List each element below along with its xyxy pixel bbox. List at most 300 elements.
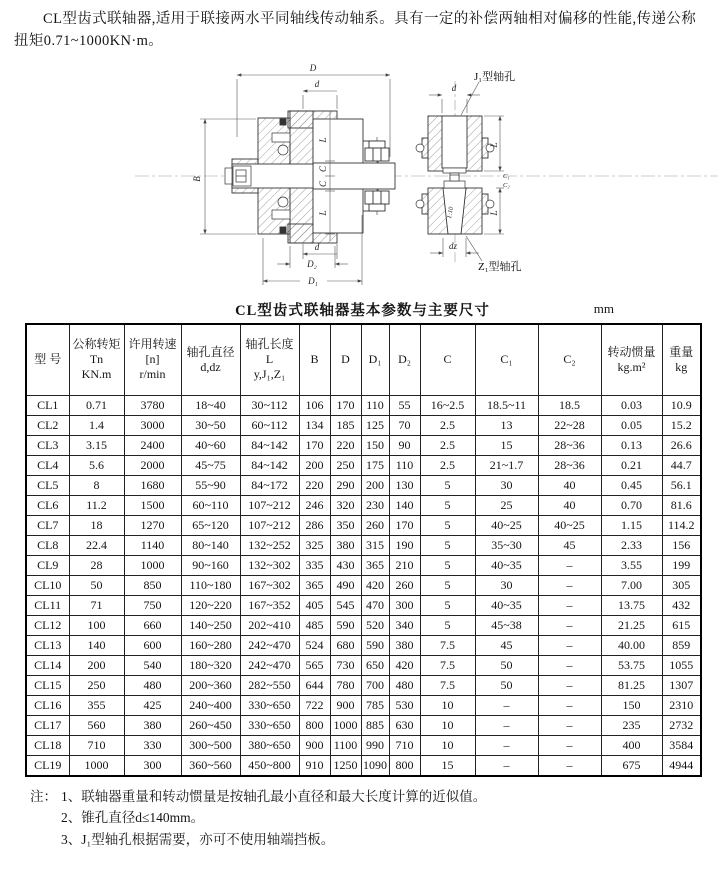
value-cell: 21.25	[601, 615, 662, 635]
model-cell: CL4	[26, 455, 69, 475]
header-row	[26, 324, 701, 396]
value-cell: –	[538, 575, 601, 595]
note-line-2	[30, 807, 725, 829]
value-cell: 18.5~11	[475, 395, 538, 415]
value-cell: 21~1.7	[475, 455, 538, 475]
value-cell: 722	[299, 695, 330, 715]
value-cell: 167~302	[240, 575, 299, 595]
value-cell: 3.15	[69, 435, 124, 455]
value-cell: 84~172	[240, 475, 299, 495]
model-cell: CL1	[26, 395, 69, 415]
value-cell: 45	[538, 535, 601, 555]
z1-bore-label: Z₁型轴孔	[478, 260, 522, 273]
value-cell: 140~250	[181, 615, 240, 635]
value-cell: 110~180	[181, 575, 240, 595]
value-cell: 125	[361, 415, 389, 435]
value-cell: 5	[420, 515, 475, 535]
value-cell: 470	[361, 595, 389, 615]
column-header: 轴孔直径 d,dz	[181, 324, 240, 396]
value-cell: 800	[299, 715, 330, 735]
j1-bore-label: J₁型轴孔	[474, 70, 516, 83]
value-cell: 1.15	[601, 515, 662, 535]
value-cell: 140	[69, 635, 124, 655]
value-cell: 11.2	[69, 495, 124, 515]
value-cell: 28~36	[538, 435, 601, 455]
value-cell: 150	[361, 435, 389, 455]
value-cell: 140	[389, 495, 420, 515]
value-cell: 8	[69, 475, 124, 495]
value-cell: –	[538, 695, 601, 715]
value-cell: 2000	[124, 455, 181, 475]
intro-paragraph: CL型齿式联轴器,适用于联接两水平同轴线传动轴系。具有一定的补偿两轴相对偏移的性能,传递公称扭矩0.71~1000KN·m。	[14, 11, 697, 49]
table-row	[26, 755, 701, 776]
value-cell: 590	[330, 615, 361, 635]
value-cell: 400	[601, 735, 662, 755]
value-cell: –	[538, 655, 601, 675]
value-cell: 365	[299, 575, 330, 595]
value-cell: 45~75	[181, 455, 240, 475]
dim-C-bottom: C	[318, 180, 328, 187]
value-cell: 420	[361, 575, 389, 595]
column-header: 型 号	[26, 324, 69, 396]
value-cell: 10	[420, 695, 475, 715]
table-row	[26, 595, 701, 615]
value-cell: 305	[662, 575, 701, 595]
coupling-drawing	[0, 53, 725, 299]
value-cell: 50	[475, 655, 538, 675]
value-cell: 859	[662, 635, 701, 655]
value-cell: 0.70	[601, 495, 662, 515]
taper-label: 1:10	[446, 205, 456, 219]
model-cell: CL14	[26, 655, 69, 675]
value-cell: 315	[361, 535, 389, 555]
value-cell: 30	[475, 575, 538, 595]
value-cell: 380	[330, 535, 361, 555]
value-cell: 644	[299, 675, 330, 695]
value-cell: 260~450	[181, 715, 240, 735]
value-cell: 10	[420, 735, 475, 755]
value-cell: 15.2	[662, 415, 701, 435]
value-cell: –	[475, 755, 538, 776]
dim-L-z1: L	[489, 209, 499, 216]
column-header: D₁	[361, 324, 389, 396]
value-cell: 710	[69, 735, 124, 755]
model-cell: CL5	[26, 475, 69, 495]
value-cell: 330	[124, 735, 181, 755]
value-cell: 18.5	[538, 395, 601, 415]
value-cell: 44.7	[662, 455, 701, 475]
value-cell: 60~110	[181, 495, 240, 515]
main-view	[225, 111, 395, 243]
table-row	[26, 715, 701, 735]
value-cell: 335	[299, 555, 330, 575]
value-cell: 0.21	[601, 455, 662, 475]
value-cell: 2.33	[601, 535, 662, 555]
value-cell: 660	[124, 615, 181, 635]
table-body	[26, 395, 701, 776]
dim-L-bottom: L	[318, 209, 328, 216]
table-row	[26, 695, 701, 715]
model-cell: CL13	[26, 635, 69, 655]
model-cell: CL16	[26, 695, 69, 715]
table-title-row	[25, 299, 700, 320]
value-cell: 81.6	[662, 495, 701, 515]
unit-label: mm	[593, 300, 614, 316]
value-cell: 260	[361, 515, 389, 535]
value-cell: 330~650	[240, 715, 299, 735]
value-cell: 560	[69, 715, 124, 735]
table-title: CL型齿式联轴器基本参数与主要尺寸	[235, 302, 490, 319]
value-cell: 30~112	[240, 395, 299, 415]
note-line-3	[30, 829, 725, 851]
value-cell: 40~35	[475, 555, 538, 575]
value-cell: 4944	[662, 755, 701, 776]
value-cell: 420	[389, 655, 420, 675]
table-row	[26, 415, 701, 435]
dim-B: B	[192, 175, 202, 182]
value-cell: 230	[361, 495, 389, 515]
model-cell: CL19	[26, 755, 69, 776]
value-cell: –	[538, 675, 601, 695]
table-row	[26, 635, 701, 655]
value-cell: 1055	[662, 655, 701, 675]
value-cell: 84~142	[240, 455, 299, 475]
value-cell: 18	[69, 515, 124, 535]
value-cell: 100	[69, 615, 124, 635]
table-row	[26, 515, 701, 535]
value-cell: 220	[330, 435, 361, 455]
notes-label: 注：	[30, 788, 57, 804]
value-cell: 180~320	[181, 655, 240, 675]
table-row	[26, 675, 701, 695]
value-cell: 300	[389, 595, 420, 615]
value-cell: 5	[420, 615, 475, 635]
params-table	[25, 323, 702, 777]
value-cell: 200	[69, 655, 124, 675]
column-header: 公称转矩 Tn KN.m	[69, 324, 124, 396]
model-cell: CL8	[26, 535, 69, 555]
value-cell: 84~142	[240, 435, 299, 455]
value-cell: 45	[475, 635, 538, 655]
value-cell: 590	[361, 635, 389, 655]
value-cell: 630	[389, 715, 420, 735]
value-cell: 120~220	[181, 595, 240, 615]
value-cell: 250	[69, 675, 124, 695]
value-cell: –	[475, 695, 538, 715]
value-cell: 53.75	[601, 655, 662, 675]
value-cell: 885	[361, 715, 389, 735]
value-cell: 1680	[124, 475, 181, 495]
column-header: C₂	[538, 324, 601, 396]
value-cell: 107~212	[240, 495, 299, 515]
notes	[30, 786, 725, 852]
value-cell: 1307	[662, 675, 701, 695]
value-cell: 355	[69, 695, 124, 715]
dim-d-bottom: d	[314, 241, 320, 252]
model-cell: CL18	[26, 735, 69, 755]
value-cell: 0.71	[69, 395, 124, 415]
value-cell: 50	[475, 675, 538, 695]
value-cell: 2310	[662, 695, 701, 715]
value-cell: 0.45	[601, 475, 662, 495]
value-cell: 2.5	[420, 435, 475, 455]
value-cell: 730	[330, 655, 361, 675]
value-cell: 240~400	[181, 695, 240, 715]
model-cell: CL12	[26, 615, 69, 635]
value-cell: 1000	[124, 555, 181, 575]
value-cell: 10.9	[662, 395, 701, 415]
table-row	[26, 555, 701, 575]
value-cell: 40~25	[538, 515, 601, 535]
value-cell: 30	[475, 475, 538, 495]
value-cell: 286	[299, 515, 330, 535]
table-row	[26, 655, 701, 675]
value-cell: 202~410	[240, 615, 299, 635]
note-text: 2、锥孔直径d≤140mm。	[61, 810, 205, 826]
value-cell: 450~800	[240, 755, 299, 776]
table-row	[26, 735, 701, 755]
value-cell: 480	[389, 675, 420, 695]
value-cell: 40~25	[475, 515, 538, 535]
value-cell: 340	[389, 615, 420, 635]
dim-d-right: d	[451, 82, 457, 93]
value-cell: –	[538, 555, 601, 575]
value-cell: 132~252	[240, 535, 299, 555]
model-cell: CL10	[26, 575, 69, 595]
value-cell: 80~140	[181, 535, 240, 555]
value-cell: 134	[299, 415, 330, 435]
value-cell: 900	[330, 695, 361, 715]
value-cell: 990	[361, 735, 389, 755]
value-cell: 7.5	[420, 675, 475, 695]
column-header: D	[330, 324, 361, 396]
column-header: D₂	[389, 324, 420, 396]
value-cell: 5	[420, 475, 475, 495]
value-cell: 10	[420, 715, 475, 735]
value-cell: 700	[361, 675, 389, 695]
table-row	[26, 455, 701, 475]
value-cell: 5	[420, 495, 475, 515]
value-cell: 22.4	[69, 535, 124, 555]
value-cell: 2400	[124, 435, 181, 455]
value-cell: 7.5	[420, 635, 475, 655]
column-header: B	[299, 324, 330, 396]
value-cell: 5	[420, 575, 475, 595]
value-cell: 40.00	[601, 635, 662, 655]
value-cell: 380	[124, 715, 181, 735]
value-cell: 850	[124, 575, 181, 595]
value-cell: 200~360	[181, 675, 240, 695]
value-cell: 40	[538, 495, 601, 515]
value-cell: 900	[299, 735, 330, 755]
value-cell: 0.03	[601, 395, 662, 415]
column-header: 许用转速 [n] r/min	[124, 324, 181, 396]
value-cell: 28~36	[538, 455, 601, 475]
value-cell: 40~35	[475, 595, 538, 615]
value-cell: –	[538, 755, 601, 776]
value-cell: 5.6	[69, 455, 124, 475]
value-cell: 680	[330, 635, 361, 655]
value-cell: 242~470	[240, 655, 299, 675]
value-cell: 25	[475, 495, 538, 515]
note-line-1	[30, 786, 725, 808]
value-cell: 35~30	[475, 535, 538, 555]
dim-dz: dz	[448, 240, 458, 251]
dim-D1: D₁	[308, 275, 318, 286]
value-cell: 170	[299, 435, 330, 455]
value-cell: 170	[330, 395, 361, 415]
column-header: C₁	[475, 324, 538, 396]
value-cell: 160~280	[181, 635, 240, 655]
value-cell: 910	[299, 755, 330, 776]
value-cell: 5	[420, 595, 475, 615]
value-cell: 1270	[124, 515, 181, 535]
value-cell: 200	[361, 475, 389, 495]
model-cell: CL3	[26, 435, 69, 455]
value-cell: 22~28	[538, 415, 601, 435]
value-cell: 1500	[124, 495, 181, 515]
value-cell: 56.1	[662, 475, 701, 495]
value-cell: 1140	[124, 535, 181, 555]
value-cell: 30~50	[181, 415, 240, 435]
value-cell: 490	[330, 575, 361, 595]
value-cell: 26.6	[662, 435, 701, 455]
value-cell: 320	[330, 495, 361, 515]
value-cell: 785	[361, 695, 389, 715]
value-cell: 565	[299, 655, 330, 675]
dim-D2: D₂	[307, 258, 317, 269]
value-cell: 15	[475, 435, 538, 455]
table-row	[26, 435, 701, 455]
value-cell: 290	[330, 475, 361, 495]
value-cell: 175	[361, 455, 389, 475]
model-cell: CL9	[26, 555, 69, 575]
j1-bore-view	[416, 116, 494, 179]
value-cell: 0.05	[601, 415, 662, 435]
technical-drawing	[0, 53, 725, 299]
value-cell: 3780	[124, 395, 181, 415]
value-cell: 1100	[330, 735, 361, 755]
column-header: C	[420, 324, 475, 396]
value-cell: 2.5	[420, 415, 475, 435]
value-cell: 380	[389, 635, 420, 655]
value-cell: 3.55	[601, 555, 662, 575]
value-cell: 1000	[69, 755, 124, 776]
dim-d-top: d	[314, 78, 320, 89]
value-cell: –	[475, 715, 538, 735]
value-cell: 750	[124, 595, 181, 615]
value-cell: 16~2.5	[420, 395, 475, 415]
column-header: 转动惯量 kg.m²	[601, 324, 662, 396]
model-cell: CL11	[26, 595, 69, 615]
value-cell: 167~352	[240, 595, 299, 615]
z1-bore-view	[416, 175, 494, 234]
model-cell: CL17	[26, 715, 69, 735]
table-row	[26, 495, 701, 515]
value-cell: 110	[389, 455, 420, 475]
value-cell: 405	[299, 595, 330, 615]
value-cell: –	[538, 735, 601, 755]
value-cell: 200	[299, 455, 330, 475]
value-cell: –	[538, 635, 601, 655]
value-cell: 480	[124, 675, 181, 695]
value-cell: 1090	[361, 755, 389, 776]
value-cell: 5	[420, 555, 475, 575]
value-cell: 235	[601, 715, 662, 735]
value-cell: 90	[389, 435, 420, 455]
value-cell: 107~212	[240, 515, 299, 535]
value-cell: 170	[389, 515, 420, 535]
column-header: 重量 kg	[662, 324, 701, 396]
value-cell: 156	[662, 535, 701, 555]
value-cell: 13	[475, 415, 538, 435]
value-cell: –	[475, 735, 538, 755]
dim-L-top: L	[318, 136, 328, 143]
value-cell: 432	[662, 595, 701, 615]
value-cell: 520	[361, 615, 389, 635]
value-cell: 282~550	[240, 675, 299, 695]
value-cell: 242~470	[240, 635, 299, 655]
value-cell: 70	[389, 415, 420, 435]
value-cell: 132~302	[240, 555, 299, 575]
value-cell: 13.75	[601, 595, 662, 615]
value-cell: 210	[389, 555, 420, 575]
column-header: 轴孔长度 L y,J₁,Z₁	[240, 324, 299, 396]
value-cell: 430	[330, 555, 361, 575]
dim-C2: C₂	[503, 181, 510, 189]
value-cell: 150	[601, 695, 662, 715]
value-cell: 50	[69, 575, 124, 595]
value-cell: 365	[361, 555, 389, 575]
value-cell: 675	[601, 755, 662, 776]
value-cell: 190	[389, 535, 420, 555]
value-cell: 260	[389, 575, 420, 595]
value-cell: –	[538, 595, 601, 615]
value-cell: 530	[389, 695, 420, 715]
value-cell: 130	[389, 475, 420, 495]
value-cell: 350	[330, 515, 361, 535]
value-cell: –	[538, 615, 601, 635]
value-cell: 40	[538, 475, 601, 495]
value-cell: 380~650	[240, 735, 299, 755]
value-cell: 360~560	[181, 755, 240, 776]
value-cell: 3584	[662, 735, 701, 755]
value-cell: 1.4	[69, 415, 124, 435]
value-cell: 60~112	[240, 415, 299, 435]
value-cell: 246	[299, 495, 330, 515]
value-cell: 55~90	[181, 475, 240, 495]
value-cell: 0.13	[601, 435, 662, 455]
value-cell: 300~500	[181, 735, 240, 755]
value-cell: 40~60	[181, 435, 240, 455]
table-row	[26, 575, 701, 595]
value-cell: 600	[124, 635, 181, 655]
value-cell: 45~38	[475, 615, 538, 635]
value-cell: 114.2	[662, 515, 701, 535]
model-cell: CL2	[26, 415, 69, 435]
value-cell: 65~120	[181, 515, 240, 535]
dim-L-j1: L	[489, 141, 499, 148]
dim-C-top: C	[318, 165, 328, 172]
model-cell: CL6	[26, 495, 69, 515]
value-cell: 800	[389, 755, 420, 776]
value-cell: 2732	[662, 715, 701, 735]
value-cell: 545	[330, 595, 361, 615]
value-cell: 3000	[124, 415, 181, 435]
value-cell: 485	[299, 615, 330, 635]
value-cell: –	[538, 715, 601, 735]
value-cell: 425	[124, 695, 181, 715]
